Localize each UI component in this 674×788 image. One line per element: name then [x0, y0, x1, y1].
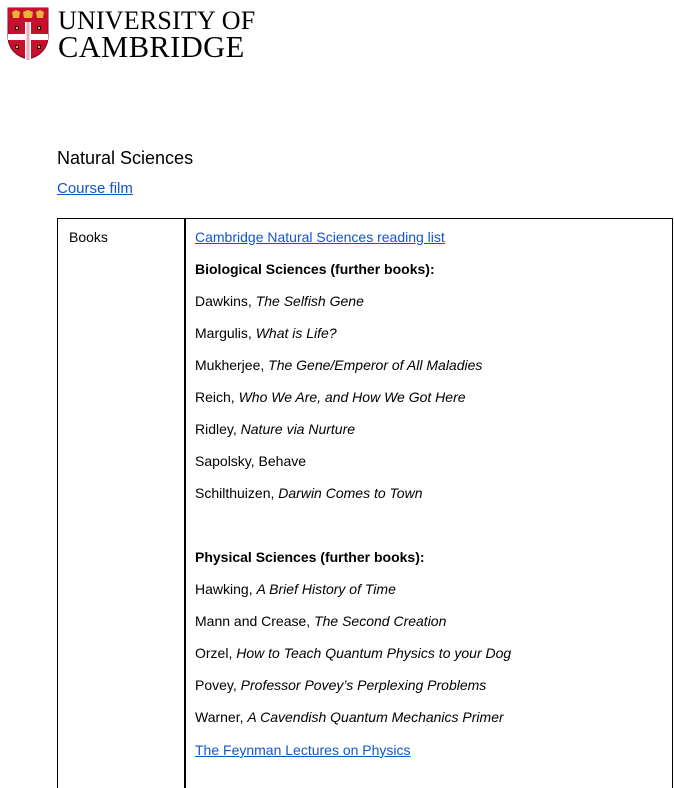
list-item: [195, 292, 364, 310]
list-item: [195, 612, 446, 630]
book-author: Reich,: [195, 389, 239, 405]
book-author: Dawkins,: [195, 293, 256, 309]
list-item: [195, 420, 355, 438]
reading-list-link[interactable]: Cambridge Natural Sciences reading list: [195, 229, 445, 245]
book-author: Warner,: [195, 709, 248, 725]
book-title: What is Life?: [255, 325, 337, 341]
list-item: [195, 644, 511, 662]
book-title: Professor Povey’s Perplexing Problems: [240, 677, 487, 693]
book-author: Povey,: [195, 677, 241, 693]
book-author: Hawking,: [195, 581, 257, 597]
table-column-divider: [184, 219, 186, 788]
feynman-lectures-link[interactable]: The Feynman Lectures on Physics: [195, 742, 411, 758]
book-title: A Brief History of Time: [256, 581, 396, 597]
list-item: [195, 356, 482, 374]
cambridge-crest-icon: [6, 6, 50, 60]
course-film-link[interactable]: Course film: [57, 180, 133, 197]
book-title: How to Teach Quantum Physics to your Dog: [236, 645, 512, 661]
book-author: Mukherjee,: [195, 357, 269, 373]
book-title: The Selfish Gene: [255, 293, 364, 309]
book-title: Darwin Comes to Town: [278, 485, 423, 501]
wordmark-line1: UNIVERSITY OF: [58, 6, 256, 35]
book-author: Sapolsky, Behave: [195, 453, 307, 469]
bio-sciences-heading: Biological Sciences (further books):: [195, 261, 435, 277]
book-title: Who We Are, and How We Got Here: [238, 389, 466, 405]
list-item: [195, 484, 423, 502]
book-author: Orzel,: [195, 645, 237, 661]
book-author: Ridley,: [195, 421, 241, 437]
book-title: A Cavendish Quantum Mechanics Primer: [247, 709, 504, 725]
books-table: [57, 218, 673, 788]
books-row-label: Books: [69, 229, 108, 245]
list-item: [195, 676, 486, 694]
page-title: Natural Sciences: [57, 148, 194, 168]
list-item: [195, 388, 466, 406]
list-item: [195, 324, 337, 342]
list-item: [195, 708, 504, 726]
book-author: Schilthuizen,: [195, 485, 279, 501]
book-author: Margulis,: [195, 325, 256, 341]
book-title: The Gene/Emperor of All Maladies: [268, 357, 483, 373]
wordmark-line2: CAMBRIDGE: [58, 30, 245, 64]
list-item: [195, 452, 306, 470]
list-item: [195, 580, 396, 598]
book-title: The Second Creation: [314, 613, 447, 629]
book-author: Mann and Crease,: [195, 613, 315, 629]
phys-sciences-heading: Physical Sciences (further books):: [195, 549, 425, 565]
book-title: Nature via Nurture: [240, 421, 356, 437]
